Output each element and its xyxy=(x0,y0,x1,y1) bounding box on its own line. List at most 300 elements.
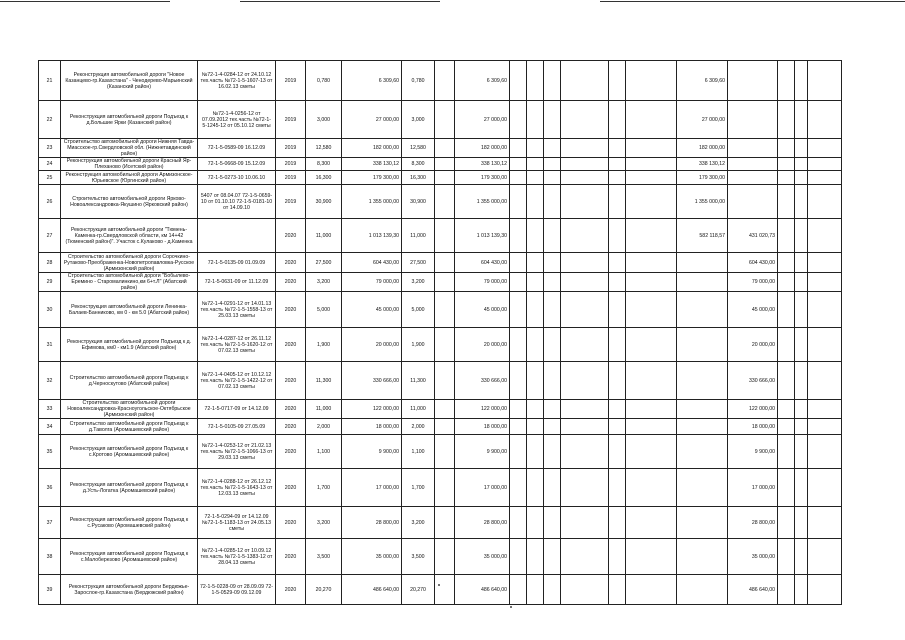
length-km-2: 3,200 xyxy=(402,507,435,539)
year: 2020 xyxy=(276,507,306,539)
empty-cell xyxy=(609,419,626,435)
document-ref: №72-1-4-0256-12 от 07.09.2012 тех.часть №72-1-5-1245-12 от 05.10.12 сметы xyxy=(198,101,276,139)
length-km-2: 20,270 xyxy=(402,575,435,605)
row-number: 28 xyxy=(39,253,61,273)
empty-cell xyxy=(808,61,842,101)
document-ref: 5407 от 08.04.07 72-1-5-0659-10 от 01.10.10 72-1-5-0181-10 от 14.09.10 xyxy=(198,185,276,219)
empty-cell xyxy=(795,435,808,469)
empty-cell xyxy=(544,435,561,469)
empty-cell xyxy=(795,158,808,171)
empty-cell xyxy=(626,507,677,539)
length-km-2: 1,100 xyxy=(402,435,435,469)
empty-cell xyxy=(435,435,455,469)
cost-2: 35 000,00 xyxy=(455,539,510,575)
value-2: 27 000,00 xyxy=(677,101,728,139)
empty-cell xyxy=(626,362,677,400)
cost: 1 013 139,30 xyxy=(342,219,402,253)
empty-cell xyxy=(808,101,842,139)
year: 2019 xyxy=(276,61,306,101)
cost: 6 309,60 xyxy=(342,61,402,101)
document-ref: 72-1-5-0273-10 10.06.10 xyxy=(198,171,276,185)
cost-2: 9 900,00 xyxy=(455,435,510,469)
value-2 xyxy=(677,292,728,328)
year: 2020 xyxy=(276,435,306,469)
length-km-2: 11,000 xyxy=(402,219,435,253)
empty-cell xyxy=(778,61,795,101)
empty-cell xyxy=(778,507,795,539)
empty-cell xyxy=(778,328,795,362)
table-row xyxy=(39,328,842,362)
empty-cell xyxy=(544,253,561,273)
cost-2: 17 000,00 xyxy=(455,469,510,507)
empty-cell xyxy=(808,419,842,435)
value-2: 6 309,60 xyxy=(677,61,728,101)
empty-cell xyxy=(527,539,544,575)
cost: 486 640,00 xyxy=(342,575,402,605)
cost-2: 604 430,00 xyxy=(455,253,510,273)
table-row xyxy=(39,101,842,139)
empty-cell xyxy=(778,273,795,292)
empty-cell xyxy=(435,101,455,139)
cost-2: 27 000,00 xyxy=(455,101,510,139)
empty-cell xyxy=(435,419,455,435)
empty-cell xyxy=(527,158,544,171)
empty-cell xyxy=(778,292,795,328)
document-ref: 72-1-5-0228-09 от 28.09.09 72-1-5-0529-09 09.12.09 xyxy=(198,575,276,605)
value-3 xyxy=(728,101,778,139)
empty-cell xyxy=(544,507,561,539)
empty-cell xyxy=(795,185,808,219)
empty-cell xyxy=(795,400,808,419)
year: 2020 xyxy=(276,362,306,400)
length-km-2: 3,500 xyxy=(402,539,435,575)
length-km: 8,300 xyxy=(306,158,342,171)
empty-cell xyxy=(527,219,544,253)
road-name: Строительство автомобильной дороги "Бобылево-Еремино - Старомалинкино,км 6+т.Л" (Абатский район) xyxy=(61,273,198,292)
length-km: 20,270 xyxy=(306,575,342,605)
value-2 xyxy=(677,273,728,292)
empty-cell xyxy=(544,158,561,171)
document-ref: №72-1-4-0253-12 от 21.02.13 тех.часть №72-1-5-1066-13 от 29.03.13 сметы xyxy=(198,435,276,469)
value-3: 45 000,00 xyxy=(728,292,778,328)
empty-cell xyxy=(778,139,795,158)
row-number: 23 xyxy=(39,139,61,158)
empty-cell xyxy=(626,139,677,158)
cost-2: 45 000,00 xyxy=(455,292,510,328)
value-2 xyxy=(677,539,728,575)
cost: 122 000,00 xyxy=(342,400,402,419)
empty-cell xyxy=(510,575,527,605)
length-km-2: 11,300 xyxy=(402,362,435,400)
value-1 xyxy=(561,273,609,292)
empty-cell xyxy=(435,219,455,253)
empty-cell xyxy=(544,469,561,507)
cost: 338 130,12 xyxy=(342,158,402,171)
document-ref: №72-1-4-0288-12 от 26.12.12 тех.часть №72-1-5-1643-13 от 12.03.13 сметы xyxy=(198,469,276,507)
table-row xyxy=(39,362,842,400)
cost-2: 330 666,00 xyxy=(455,362,510,400)
value-3: 604 430,00 xyxy=(728,253,778,273)
empty-cell xyxy=(510,219,527,253)
road-name: Строительство автомобильной дороги Сорочкино-Рутаково-Преображенка-Новопетропавловка-Русское (Армизонский район) xyxy=(61,253,198,273)
value-1 xyxy=(561,328,609,362)
document-ref: №72-1-4-0405-12 от 10.12.12 тех.часть №72-1-5-1422-12 от 07.02.13 сметы xyxy=(198,362,276,400)
empty-cell xyxy=(510,507,527,539)
value-3: 20 000,00 xyxy=(728,328,778,362)
empty-cell xyxy=(435,292,455,328)
empty-cell xyxy=(795,292,808,328)
table-row xyxy=(39,253,842,273)
document-ref: №72-1-4-0287-12 от 26.11.12 тех.часть №72-1-5-1620-12 от 07.02.13 сметы xyxy=(198,328,276,362)
cost-2: 179 300,00 xyxy=(455,171,510,185)
value-2 xyxy=(677,328,728,362)
length-km-2: 2,000 xyxy=(402,419,435,435)
empty-cell xyxy=(609,507,626,539)
value-2: 338 130,12 xyxy=(677,158,728,171)
empty-cell xyxy=(435,253,455,273)
value-3: 28 800,00 xyxy=(728,507,778,539)
road-name: Реконструкция автомобильной дороги "Тюмень-Каменка-гр.Свердловской области, км 14+42 (Тюменский район)". Участок с.Кулаково - д.Каменка xyxy=(61,219,198,253)
row-number: 22 xyxy=(39,101,61,139)
value-2 xyxy=(677,253,728,273)
cost-2: 6 309,60 xyxy=(455,61,510,101)
empty-cell xyxy=(527,362,544,400)
empty-cell xyxy=(609,158,626,171)
year: 2020 xyxy=(276,219,306,253)
value-2: 179 300,00 xyxy=(677,171,728,185)
empty-cell xyxy=(795,61,808,101)
empty-cell xyxy=(510,419,527,435)
table-row xyxy=(39,469,842,507)
table-row xyxy=(39,435,842,469)
empty-cell xyxy=(527,139,544,158)
empty-cell xyxy=(795,575,808,605)
empty-cell xyxy=(626,328,677,362)
document-ref: №72-1-4-0284-12 от 24.10.12 тех.часть №72-1-5-1607-13 от 16.02.13 сметы xyxy=(198,61,276,101)
length-km: 0,780 xyxy=(306,61,342,101)
year: 2020 xyxy=(276,253,306,273)
value-1 xyxy=(561,539,609,575)
empty-cell xyxy=(808,539,842,575)
length-km: 1,700 xyxy=(306,469,342,507)
length-km: 1,900 xyxy=(306,328,342,362)
empty-cell xyxy=(544,185,561,219)
value-1 xyxy=(561,139,609,158)
cost: 27 000,00 xyxy=(342,101,402,139)
year: 2020 xyxy=(276,575,306,605)
cost: 79 000,00 xyxy=(342,273,402,292)
empty-cell xyxy=(808,328,842,362)
row-number: 25 xyxy=(39,171,61,185)
length-km-2: 1,700 xyxy=(402,469,435,507)
empty-cell xyxy=(544,171,561,185)
row-number: 35 xyxy=(39,435,61,469)
row-number: 27 xyxy=(39,219,61,253)
empty-cell xyxy=(795,507,808,539)
empty-cell xyxy=(527,435,544,469)
cost-2: 338 130,12 xyxy=(455,158,510,171)
cost-2: 182 000,00 xyxy=(455,139,510,158)
empty-cell xyxy=(609,575,626,605)
row-number: 32 xyxy=(39,362,61,400)
table-row xyxy=(39,273,842,292)
empty-cell xyxy=(527,171,544,185)
length-km: 16,300 xyxy=(306,171,342,185)
empty-cell xyxy=(510,292,527,328)
empty-cell xyxy=(510,328,527,362)
data-table xyxy=(38,60,842,605)
length-km: 30,900 xyxy=(306,185,342,219)
value-2: 182 000,00 xyxy=(677,139,728,158)
value-2: 582 118,57 xyxy=(677,219,728,253)
empty-cell xyxy=(609,219,626,253)
empty-cell xyxy=(510,101,527,139)
document-ref: 72-1-5-0717-09 от 14.12.09 xyxy=(198,400,276,419)
empty-cell xyxy=(435,400,455,419)
table-row xyxy=(39,185,842,219)
year: 2020 xyxy=(276,469,306,507)
empty-cell xyxy=(778,539,795,575)
empty-cell xyxy=(435,328,455,362)
empty-cell xyxy=(626,435,677,469)
length-km-2: 11,000 xyxy=(402,400,435,419)
cost: 45 000,00 xyxy=(342,292,402,328)
road-name: Строительство автомобильной дороги Подъезд к д.Черноскутово (Абатский район) xyxy=(61,362,198,400)
value-1 xyxy=(561,61,609,101)
document-ref: 72-1-5-0589-09 16.12.09 xyxy=(198,139,276,158)
row-number: 33 xyxy=(39,400,61,419)
empty-cell xyxy=(609,185,626,219)
year: 2020 xyxy=(276,419,306,435)
empty-cell xyxy=(609,273,626,292)
empty-cell xyxy=(435,61,455,101)
value-2 xyxy=(677,435,728,469)
cost-2: 79 000,00 xyxy=(455,273,510,292)
value-1 xyxy=(561,253,609,273)
empty-cell xyxy=(609,139,626,158)
row-number: 36 xyxy=(39,469,61,507)
cost-2: 18 000,00 xyxy=(455,419,510,435)
cost-2: 1 013 139,30 xyxy=(455,219,510,253)
document-ref: №72-1-4-0285-12 от 10.09.12 тех.часть №72-1-5-1383-12 от 28.04.13 сметы xyxy=(198,539,276,575)
empty-cell xyxy=(778,171,795,185)
empty-cell xyxy=(795,539,808,575)
length-km: 11,000 xyxy=(306,400,342,419)
length-km: 27,500 xyxy=(306,253,342,273)
length-km: 3,200 xyxy=(306,273,342,292)
value-3: 18 000,00 xyxy=(728,419,778,435)
table-row xyxy=(39,139,842,158)
empty-cell xyxy=(778,362,795,400)
length-km: 3,000 xyxy=(306,101,342,139)
length-km: 5,000 xyxy=(306,292,342,328)
cost: 17 000,00 xyxy=(342,469,402,507)
empty-cell xyxy=(808,185,842,219)
empty-cell xyxy=(609,61,626,101)
value-3: 486 640,00 xyxy=(728,575,778,605)
empty-cell xyxy=(609,539,626,575)
cost: 182 000,00 xyxy=(342,139,402,158)
row-number: 30 xyxy=(39,292,61,328)
empty-cell xyxy=(778,435,795,469)
empty-cell xyxy=(527,469,544,507)
empty-cell xyxy=(626,171,677,185)
table-row xyxy=(39,507,842,539)
empty-cell xyxy=(808,507,842,539)
value-3: 122 000,00 xyxy=(728,400,778,419)
cost: 604 430,00 xyxy=(342,253,402,273)
road-name: Реконструкция автомобильной дороги Подъезд к с.Малоберезово (Аромашевский район) xyxy=(61,539,198,575)
value-2 xyxy=(677,469,728,507)
road-name: Строительство автомобильной дороги Нижняя Тавда-Миасское-гр.Свердловской обл. (Нижнетавдинский район) xyxy=(61,139,198,158)
cost: 18 000,00 xyxy=(342,419,402,435)
empty-cell xyxy=(626,273,677,292)
row-number: 34 xyxy=(39,419,61,435)
year: 2019 xyxy=(276,185,306,219)
empty-cell xyxy=(435,139,455,158)
empty-cell xyxy=(544,273,561,292)
empty-cell xyxy=(544,101,561,139)
empty-cell xyxy=(795,171,808,185)
empty-cell xyxy=(609,253,626,273)
empty-cell xyxy=(544,219,561,253)
empty-cell xyxy=(527,419,544,435)
road-name: Реконструкция автомобильной дороги Подъезд к д.Большие Ярки (Казанский район) xyxy=(61,101,198,139)
road-name: Реконструкция автомобильной дороги "Новое Казанцево-гр.Казахстана" - Ченодерево-Марьинский (Казанский район) xyxy=(61,61,198,101)
year: 2019 xyxy=(276,158,306,171)
value-1 xyxy=(561,171,609,185)
empty-cell xyxy=(626,469,677,507)
value-3 xyxy=(728,139,778,158)
cost-2: 28 800,00 xyxy=(455,507,510,539)
road-name: Строительство автомобильной дороги Подъезд к д.Таволга (Аромашевский район) xyxy=(61,419,198,435)
empty-cell xyxy=(808,469,842,507)
empty-cell xyxy=(795,362,808,400)
empty-cell xyxy=(527,575,544,605)
empty-cell xyxy=(544,419,561,435)
length-km-2: 30,900 xyxy=(402,185,435,219)
year: 2019 xyxy=(276,101,306,139)
empty-cell xyxy=(795,139,808,158)
empty-cell xyxy=(808,219,842,253)
table-row xyxy=(39,292,842,328)
empty-cell xyxy=(544,400,561,419)
road-name: Строительство автомобильной дороги Новоалександровка-Красноугольское-Октябрьское (Армизонский район) xyxy=(61,400,198,419)
value-3: 35 000,00 xyxy=(728,539,778,575)
empty-cell xyxy=(795,419,808,435)
road-name: Реконструкция автомобильной дороги Ленинка-Балаев-Банниково, км 0 - км 5.0 (Абатский район) xyxy=(61,292,198,328)
length-km-2: 3,200 xyxy=(402,273,435,292)
road-name: Реконструкция автомобильной дороги Подъезд к с.Русаково (Аромашевский район) xyxy=(61,507,198,539)
cost: 20 000,00 xyxy=(342,328,402,362)
document-ref: 72-1-5-0668-09 15.12.09 xyxy=(198,158,276,171)
empty-cell xyxy=(510,400,527,419)
empty-cell xyxy=(808,158,842,171)
empty-cell xyxy=(609,292,626,328)
empty-cell xyxy=(626,400,677,419)
empty-cell xyxy=(626,253,677,273)
empty-cell xyxy=(609,101,626,139)
empty-cell xyxy=(808,435,842,469)
empty-cell xyxy=(435,539,455,575)
empty-cell xyxy=(510,185,527,219)
empty-cell xyxy=(808,139,842,158)
length-km-2: 27,500 xyxy=(402,253,435,273)
empty-cell xyxy=(795,219,808,253)
value-3: 431 020,73 xyxy=(728,219,778,253)
year: 2020 xyxy=(276,328,306,362)
cost: 1 355 000,00 xyxy=(342,185,402,219)
road-name: Реконструкция автомобильной дороги Бердюжье-Зарослое-гр.Казахстана (Бердюжский район) xyxy=(61,575,198,605)
empty-cell xyxy=(626,61,677,101)
empty-cell xyxy=(808,273,842,292)
road-name: Реконструкция автомобильной дороги Подъезд к д.Усть-Логатка (Аромашевский район) xyxy=(61,469,198,507)
value-1 xyxy=(561,219,609,253)
empty-cell xyxy=(778,419,795,435)
length-km: 3,200 xyxy=(306,507,342,539)
cost: 179 300,00 xyxy=(342,171,402,185)
document-ref: 72-1-5-0105-09 27.05.09 xyxy=(198,419,276,435)
document-ref: 72-1-5-0294-09 от 14.12.09 №72-1-5-1183-13 от 24.05.13 сметы xyxy=(198,507,276,539)
empty-cell xyxy=(435,575,455,605)
empty-cell xyxy=(609,469,626,507)
road-name: Реконструкция автомобильной дороги Красный Яр-Плеханово (Исетский район) xyxy=(61,158,198,171)
empty-cell xyxy=(435,185,455,219)
empty-cell xyxy=(778,158,795,171)
empty-cell xyxy=(626,292,677,328)
empty-cell xyxy=(609,328,626,362)
value-3: 79 000,00 xyxy=(728,273,778,292)
cost: 330 666,00 xyxy=(342,362,402,400)
cost-2: 486 640,00 xyxy=(455,575,510,605)
road-name: Строительство автомобильной дороги Ярково-Новоалександровка-Якушино (Ярковский район) xyxy=(61,185,198,219)
document-ref: №72-1-4-0291-12 от 14.01.13 тех.часть №72-1-5-1558-13 от 25.03.13 сметы xyxy=(198,292,276,328)
value-1 xyxy=(561,292,609,328)
empty-cell xyxy=(808,362,842,400)
cost: 28 800,00 xyxy=(342,507,402,539)
empty-cell xyxy=(778,575,795,605)
empty-cell xyxy=(808,171,842,185)
road-name: Реконструкция автомобильной дороги Подъезд к д. Ефимова, км0 - км1.9 (Абатский район) xyxy=(61,328,198,362)
empty-cell xyxy=(778,400,795,419)
cost-2: 20 000,00 xyxy=(455,328,510,362)
empty-cell xyxy=(544,139,561,158)
empty-cell xyxy=(527,400,544,419)
empty-cell xyxy=(609,400,626,419)
empty-cell xyxy=(435,171,455,185)
empty-cell xyxy=(778,219,795,253)
empty-cell xyxy=(544,539,561,575)
length-km-2: 3,000 xyxy=(402,101,435,139)
table-row xyxy=(39,171,842,185)
row-number: 21 xyxy=(39,61,61,101)
row-number: 37 xyxy=(39,507,61,539)
empty-cell xyxy=(510,362,527,400)
empty-cell xyxy=(435,158,455,171)
empty-cell xyxy=(435,507,455,539)
row-number: 26 xyxy=(39,185,61,219)
value-1 xyxy=(561,185,609,219)
empty-cell xyxy=(778,469,795,507)
empty-cell xyxy=(510,539,527,575)
value-3 xyxy=(728,171,778,185)
value-1 xyxy=(561,400,609,419)
empty-cell xyxy=(527,61,544,101)
year: 2020 xyxy=(276,273,306,292)
table-row xyxy=(39,158,842,171)
value-1 xyxy=(561,158,609,171)
length-km-2: 8,300 xyxy=(402,158,435,171)
